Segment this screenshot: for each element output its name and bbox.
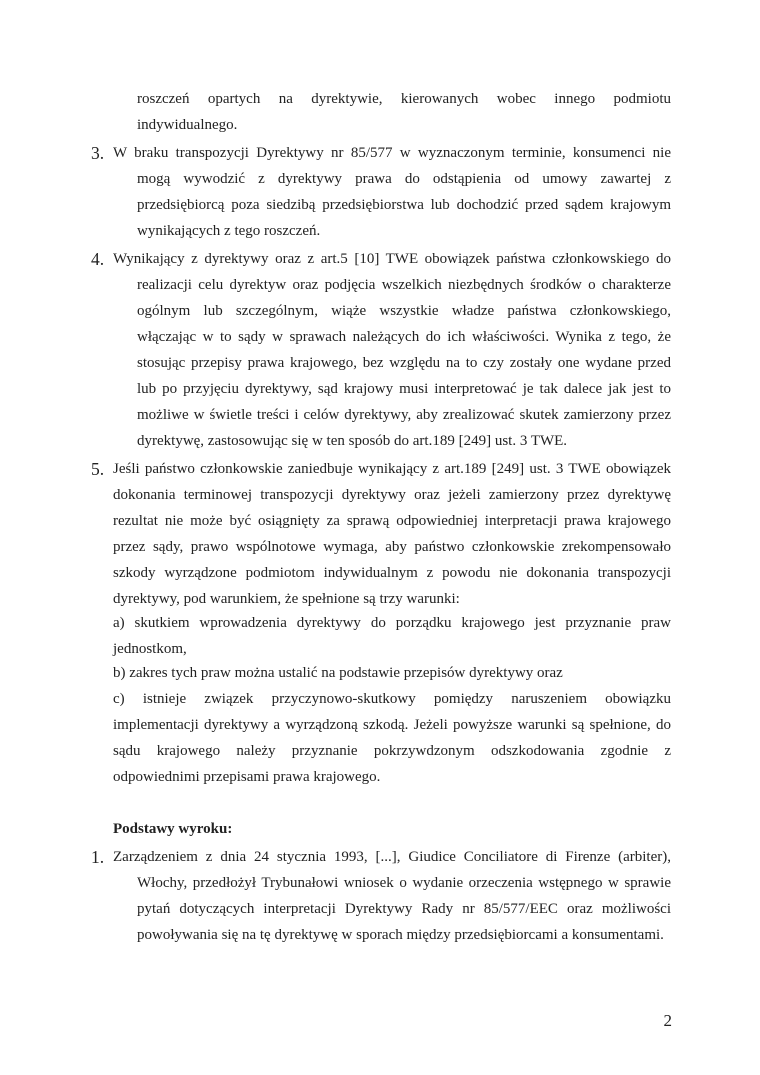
- grounds1-line: Włochy, przedłożył Trybunałowi wniosek o wydanie orzeczenia wstępnego w sprawie: [137, 875, 671, 891]
- item2-line: roszczeń opartych na dyrektywie, kierowanych wobec innego podmiotu: [137, 91, 671, 107]
- item5-condition-c: implementacji dyrektywy a wyrządzoną szkodą. Jeżeli powyższe warunki są spełnione, do: [113, 717, 671, 733]
- item5-condition-c: sądu krajowego należy przyznanie pokrzywdzonym odszkodowania zgodnie z: [113, 743, 671, 759]
- item5-number: 5.: [91, 459, 105, 479]
- grounds1-line: Zarządzeniem z dnia 24 stycznia 1993, [...], Giudice Conciliatore di Firenze (arbiter),: [113, 849, 671, 865]
- item4-line: Wynikający z dyrektywy oraz z art.5 [10] TWE obowiązek państwa członkowskiego do: [113, 251, 671, 267]
- grounds1-line: powoływania się na tę dyrektywę w sporach między przedsiębiorcami a konsumentami.: [137, 927, 664, 943]
- item4-number: 4.: [91, 249, 105, 269]
- item4-line: włączając w to sądy w sprawach należących do ich właściwości. Wynika z tego, że: [137, 329, 671, 345]
- item5-line: dyrektywy, pod warunkiem, że spełnione są trzy warunki:: [113, 591, 460, 607]
- item5-line: dokonania terminowej transpozycji dyrektywy oraz jeżeli zamierzony przez dyrektywę: [113, 487, 671, 503]
- page-number: 2: [663, 1011, 672, 1030]
- item2-line: indywidualnego.: [137, 117, 238, 133]
- item4-line: stosując przepisy prawa krajowego, bez względu na to czy zostały one wydane przed: [137, 355, 671, 371]
- item4-line: realizacji celu dyrektyw oraz podjęcia wszelkich niezbędnych środków o charakterze: [137, 277, 671, 293]
- item5-line: rezultat nie może być osiągnięty za sprawą odpowiedniej interpretacji prawa krajowego: [113, 513, 671, 529]
- item4-line: możliwe w świetle treści i celów dyrektywy, aby zrealizować skutek zamierzony przez: [137, 407, 671, 423]
- item5-line: Jeśli państwo członkowskie zaniedbuje wynikający z art.189 [249] ust. 3 TWE obowiązek: [113, 461, 671, 477]
- section-heading: Podstawy wyroku:: [113, 821, 233, 837]
- item4-line: lub po przyjęciu dyrektywy, sąd krajowy musi interpretować je tak dalece jak jest to: [137, 381, 671, 397]
- grounds1-number: 1.: [91, 847, 105, 867]
- item3-line: W braku transpozycji Dyrektywy nr 85/577 w wyznaczonym terminie, konsumenci nie: [113, 145, 671, 161]
- item4-line: ogólnym lub szczególnym, wiąże wszystkie władze państwa członkowskiego,: [137, 303, 671, 319]
- item5-condition-b: b) zakres tych praw można ustalić na podstawie przepisów dyrektywy oraz: [113, 665, 563, 681]
- item3-line: przedsiębiorcą poza siedzibą przedsiębiorstwa lub dochodzić przed sądem krajowym: [137, 197, 671, 213]
- item5-condition-a: a) skutkiem wprowadzenia dyrektywy do porządku krajowego jest przyznanie praw: [113, 615, 671, 631]
- item5-condition-c: c) istnieje związek przyczynowo-skutkowy pomiędzy naruszeniem obowiązku: [113, 691, 671, 707]
- item5-line: przez sądy, prawo wspólnotowe wymaga, aby państwo członkowskie zrekompensowało: [113, 539, 671, 555]
- item3-line: mogą wywodzić z dyrektywy prawa do odstąpienia od umowy zawartej z: [137, 171, 671, 187]
- item3-line: wynikających z tego roszczeń.: [137, 223, 321, 239]
- item5-line: szkody wyrządzone podmiotom indywidualnym z powodu nie dokonania transpozycji: [113, 565, 671, 581]
- item5-condition-c: odpowiednimi przepisami prawa krajowego.: [113, 769, 381, 785]
- item3-number: 3.: [91, 143, 105, 163]
- grounds1-line: pytań dotyczących interpretacji Dyrektywy Rady nr 85/577/EEC oraz możliwości: [137, 901, 671, 917]
- item5-condition-a: jednostkom,: [113, 641, 187, 657]
- item4-line: dyrektywę, zastosowując się w ten sposób do art.189 [249] ust. 3 TWE.: [137, 433, 568, 449]
